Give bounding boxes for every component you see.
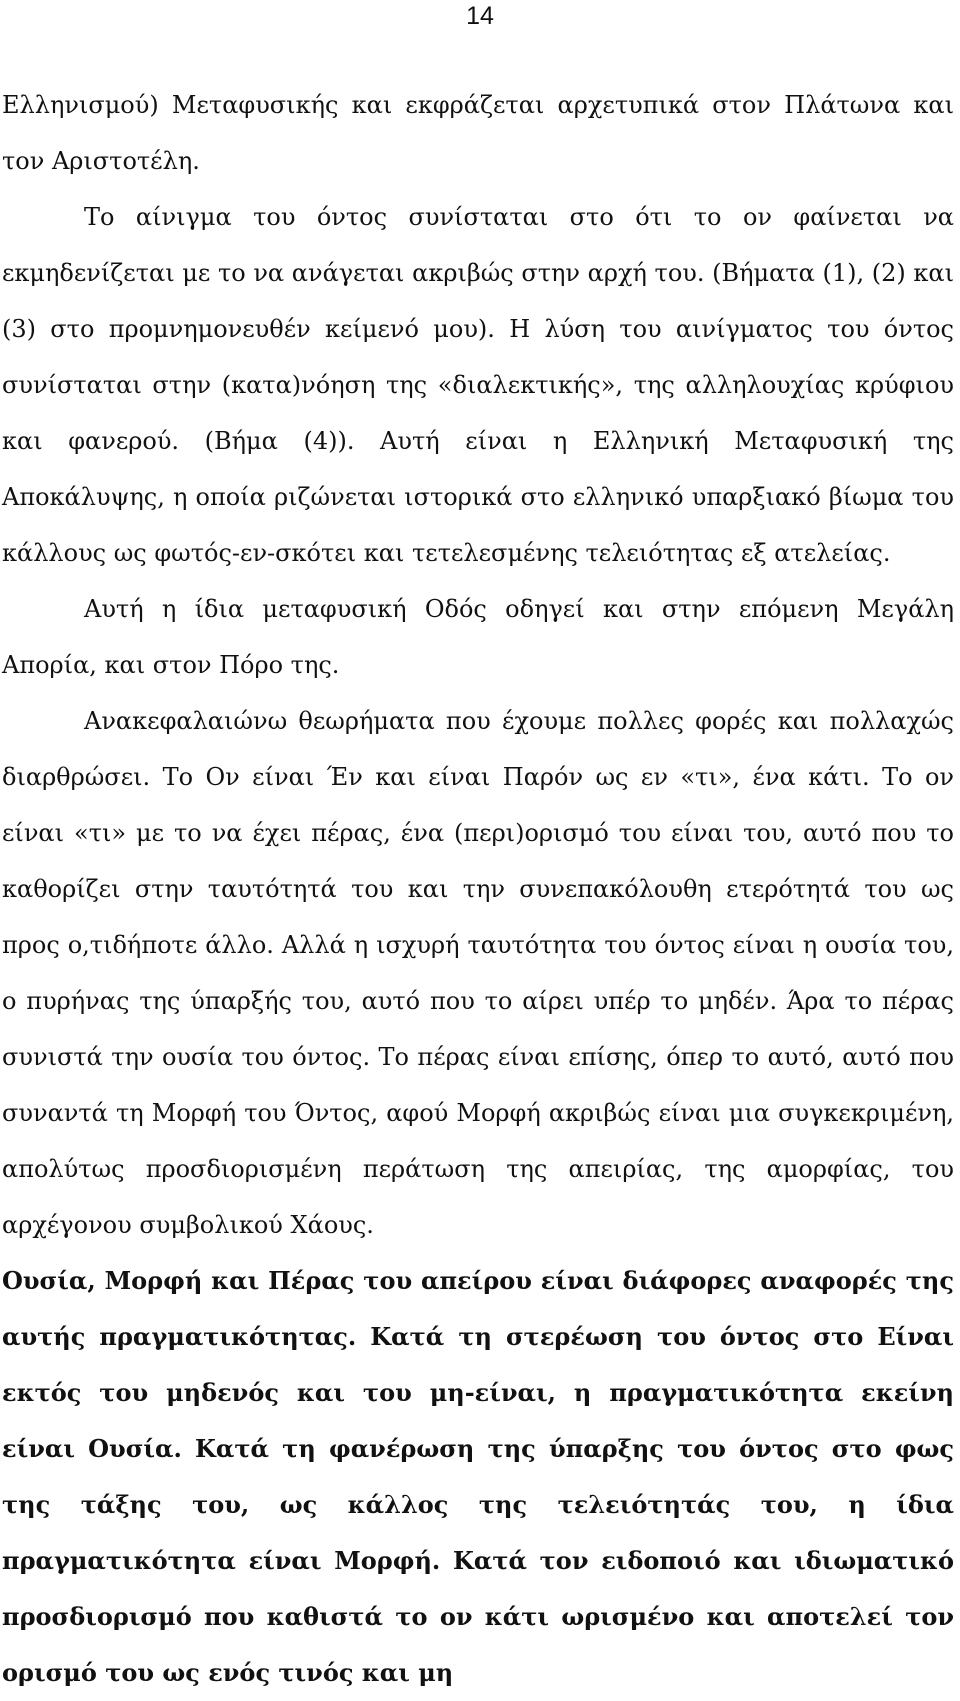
paragraph-1: Ελληνισμού) Μεταφυσικής και εκφράζεται αρχετυπικά στον Πλάτωνα και τον Αριστοτέλη.	[2, 91, 954, 175]
paragraph-3: Αυτή η ίδια μεταφυσική Οδός οδηγεί και στην επόμενη Μεγάλη Απορία, και στον Πόρο της.	[2, 595, 954, 679]
document-body	[2, 77, 954, 1701]
paragraph-2: Το αίνιγμα του όντος συνίσταται στο ότι το ον φαίνεται να εκμηδενίζεται με το να ανάγεται ακριβώς στην αρχή του. (Βήματα (1), (2) και (3) στο προμνημονευθέν κείμενό μου). Η λύση του αινίγματος του όντος συνίσταται στην (κατα)νόηση της «διαλεκτικής», της αλληλουχίας κρύφιου και φανερού. (Βήμα (4)). Αυτή είναι η Ελληνική Μεταφυσική της Αποκάλυψης, η οποία ριζώνεται ιστορικά στο ελληνικό υπαρξιακό βίωμα του κάλλους ως φωτός-εν-σκότει και τετελεσμένης τελειότητας εξ ατελείας.	[2, 203, 954, 567]
paragraph-4: Ανακεφαλαιώνω θεωρήματα που έχουμε πολλες φορές και πολλαχώς διαρθρώσει. Το Ον είναι Έν και είναι Παρόν ως εν «τι», ένα κάτι. Το ον είναι «τι» με το να έχει πέρας, ένα (περι)ορισμό του είναι του, αυτό που το καθορίζει στην ταυτότητά του και την συνεπακόλουθη ετερότητά του ως προς ο,τιδήποτε άλλο. Αλλά η ισχυρή ταυτότητα του όντος είναι η ουσία του, ο πυρήνας της ύπαρξής του, αυτό που το αίρει υπέρ το μηδέν. Άρα το πέρας συνιστά την ουσία του όντος. Το πέρας είναι επίσης, όπερ το αυτό, αυτό που συναντά τη Μορφή του Όντος, αφού Μορφή ακριβώς είναι μια συγκεκριμένη, απολύτως προσδιορισμένη περάτωση της απειρίας, της αμορφίας, του αρχέγονου συμβολικού Χάους.	[2, 707, 954, 1239]
page-number: 14	[466, 2, 494, 30]
paragraph-5-bold: Ουσία, Μορφή και Πέρας του απείρου είναι διάφορες αναφορές της αυτής πραγματικότητας. Κατά τη στερέωση του όντος στο Είναι εκτός του μηδενός και του μη-είναι, η πραγματικότητα εκείνη είναι Ουσία. Κατά τη φανέρωση της ύπαρξης του όντος στο φως της τάξης του, ως κάλλος της τελειότητάς του, η ίδια πραγματικότητα είναι Μορφή. Κατά τον ειδοποιό και ιδιωματικό προσδιορισμό που καθιστά το ον κάτι ωρισμένο και αποτελεί τον ορισμό του ως ενός τινός και μη	[2, 1266, 954, 1687]
